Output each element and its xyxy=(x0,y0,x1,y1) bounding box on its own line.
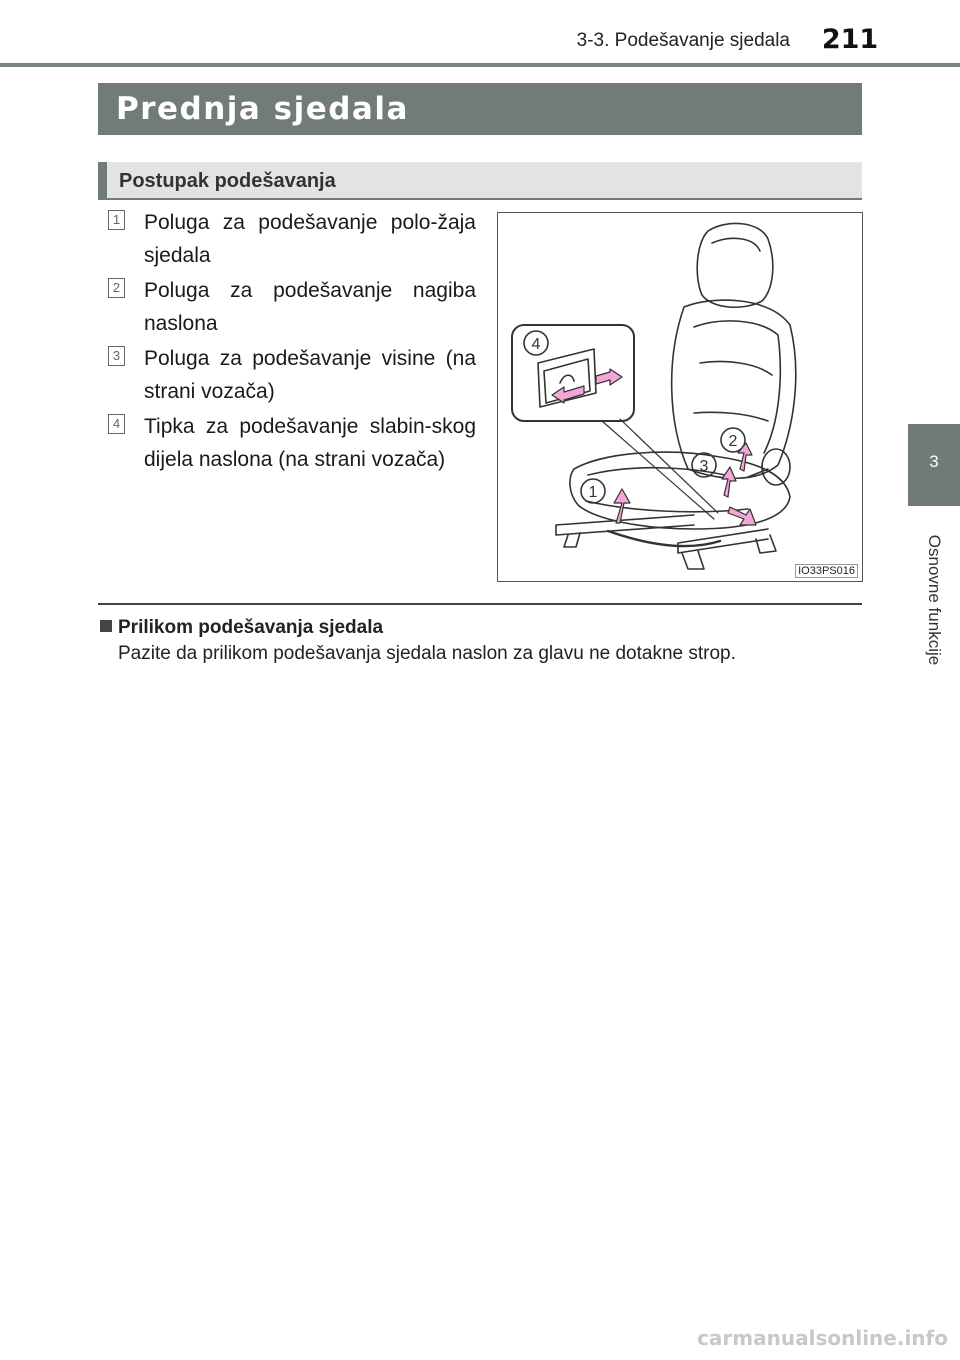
arrow-icon xyxy=(596,369,622,385)
chapter-title: Osnovne funkcije xyxy=(925,534,944,666)
item-text: Poluga za podešavanje nagiba naslona xyxy=(144,279,476,335)
item-text: Poluga za podešavanje visine (na strani vozača) xyxy=(144,347,476,403)
running-head: 3-3. Podešavanje sjedala xyxy=(576,30,790,51)
item-text: Poluga za podešavanje polo-žaja sjedala xyxy=(144,211,476,267)
item-number: 1 xyxy=(108,210,125,230)
callout-number: 2 xyxy=(728,433,738,450)
callout-number: 1 xyxy=(588,484,598,501)
header-rule xyxy=(0,63,960,67)
note-body: Pazite da prilikom podešavanja sjedala naslon za glavu ne dotakne strop. xyxy=(118,643,736,664)
section-divider xyxy=(98,603,862,605)
note-heading xyxy=(98,616,862,640)
callout-number: 4 xyxy=(531,336,541,353)
note-heading-text: Prilikom podešavanja sjedala xyxy=(118,617,384,638)
image-code: IO33PS016 xyxy=(795,564,858,578)
section-title: Prednja sjedala xyxy=(98,83,862,135)
item-number: 2 xyxy=(108,278,125,298)
callout-number: 3 xyxy=(699,458,709,475)
watermark: carmanualsonline.info xyxy=(697,1326,948,1350)
square-bullet-icon xyxy=(100,620,112,632)
item-number: 3 xyxy=(108,346,125,366)
item-text: Tipka za podešavanje slabin-skog dijela naslona (na strani vozača) xyxy=(144,415,476,471)
subheading: Postupak podešavanja xyxy=(98,162,862,200)
seat-drawing xyxy=(498,213,861,580)
headrest xyxy=(697,223,773,307)
page-number: 211 xyxy=(821,24,879,55)
seat-cushion xyxy=(570,452,790,529)
seat-illustration xyxy=(497,212,863,582)
arrow-icon xyxy=(722,467,736,497)
chapter-tab: 3 xyxy=(908,424,960,506)
item-number: 4 xyxy=(108,414,125,434)
arrow-icon xyxy=(738,443,752,471)
seat-rail xyxy=(556,515,768,553)
note xyxy=(98,616,862,668)
